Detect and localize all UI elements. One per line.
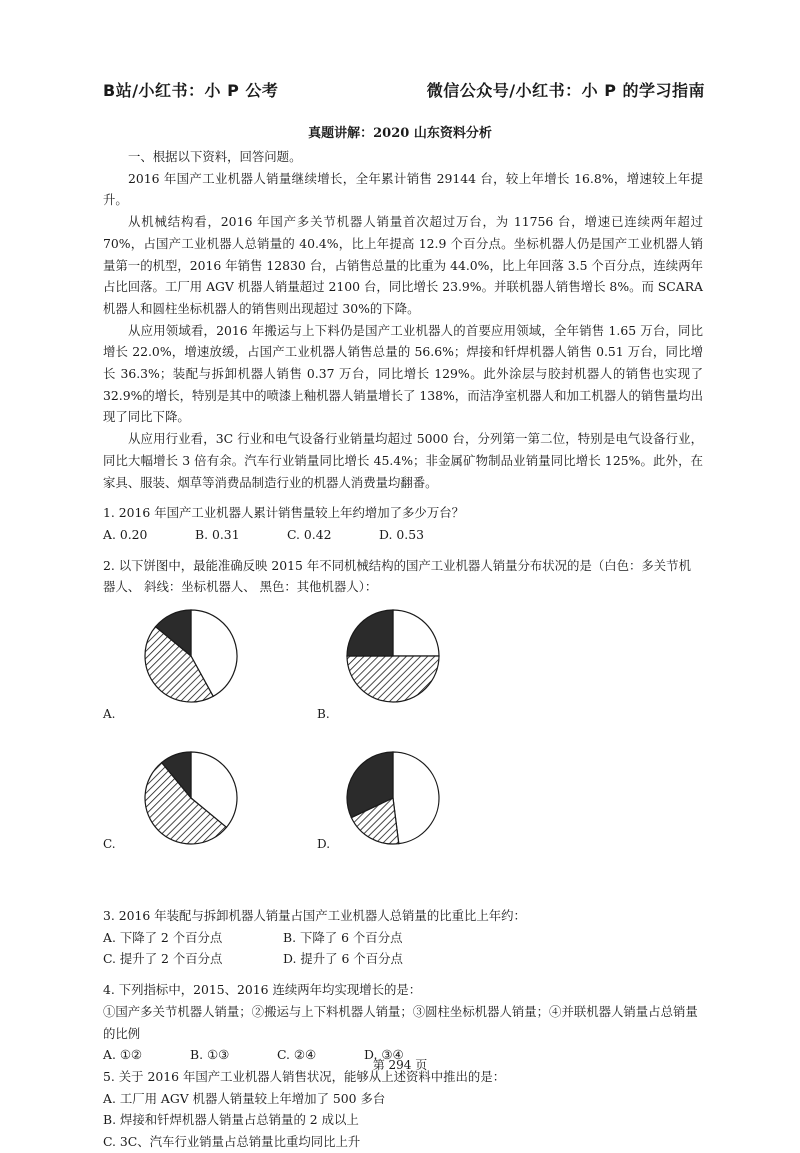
option-a[interactable]: A. 0.20	[103, 526, 148, 542]
paragraph-3: 从应用领域看，2016 年搬运与上下料仍是国产工业机器人的首要应用领域，全年销售 1.65 万台，同比增长 22.0%，增速放缓，占国产工业机器人销售总量的 56.6%；焊接和钎焊机器人销售 0.51 万台，同比增长 36.3%；装配与拆卸机器人销售 0.37 万台，同比增长 129%。此外涂层与胶封机器人的销售也实现了 32.9%的增长，特别是其中的喷漆上釉机器人销量增长了 138%，而洁净室机器人和加工机器人的销售量均出现了同比下降。	[103, 322, 703, 425]
pie-charts	[103, 606, 703, 896]
question-1-stem: 1. 2016 年国产工业机器人累计销售量较上年约增加了多少万台？	[103, 505, 464, 521]
question-3-options-row1	[103, 927, 703, 949]
header-left: B站/小红书：小 P 公考	[103, 81, 279, 100]
pie-slice-black	[347, 610, 393, 656]
content	[103, 146, 703, 1153]
option-c[interactable]: C. 3C、汽车行业销量占总销量比重均同比上升	[103, 1134, 361, 1150]
paragraph-2: 从机械结构看，2016 年国产多关节机器人销量首次超过万台，为 11756 台，增速已连续两年超过 70%，占国产工业机器人总销量的 40.4%，比上年提高 12.9 个百分点。坐标机器人仍是国产工业机器人销量第一的机型，2016 年销售 12830 台，占销售总量的比重为 44.0%，比上年回落 3.5 个百分点，连续两年占比回落。工厂用 AGV 机器人销量超过 2100 台，同比增长 23.9%。并联机器人销售增长 8%。而 SCARA 机器人和圆柱坐标机器人的销售则出现超过 30%的下降。	[103, 214, 704, 316]
page-title: 真题讲解：2020 山东资料分析	[308, 126, 492, 141]
pie-label-a: A.	[103, 707, 116, 722]
pie-chart-d[interactable]	[343, 748, 443, 848]
question-3-options-row2	[103, 948, 703, 970]
pie-chart-c[interactable]	[141, 748, 241, 848]
section-intro: 一、根据以下资料，回答问题。	[128, 149, 302, 164]
pie-label-c: C.	[103, 837, 116, 852]
option-b[interactable]: B. ①③	[190, 1047, 230, 1063]
option-c[interactable]: C. 提升了 2 个百分点	[103, 951, 223, 967]
option-b[interactable]: B. 0.31	[195, 526, 240, 542]
option-d[interactable]: D. 0.53	[379, 526, 424, 542]
pie-chart-b[interactable]	[343, 606, 443, 706]
pie-label-b: B.	[317, 707, 330, 722]
pie-slice-white	[393, 752, 439, 844]
question-1-options	[103, 524, 703, 546]
option-d[interactable]: D. 提升了 6 个百分点	[283, 951, 403, 967]
option-d[interactable]: D. ③④	[364, 1047, 404, 1063]
option-a[interactable]: A. 工厂用 AGV 机器人销量较上年增加了 500 多台	[103, 1090, 386, 1106]
pie-slice-white	[393, 610, 439, 656]
option-b[interactable]: B. 焊接和钎焊机器人销量占总销量的 2 成以上	[103, 1112, 359, 1128]
option-c[interactable]: C. ②④	[277, 1047, 317, 1063]
page-number: 第 294 页	[372, 1058, 428, 1072]
option-a[interactable]: A. 下降了 2 个百分点	[103, 929, 223, 945]
paragraph-4: 从应用行业看，3C 行业和电气设备行业销量均超过 5000 台，分列第一第二位，特别是电气设备行业，同比大幅增长 3 倍有余。汽车行业销量同比增长 45.4%；非金属矿物制品业销量同比增长 125%。此外，在家具、服装、烟草等消费品制造行业的机器人消费量均翻番。	[103, 431, 703, 490]
pie-label-d: D.	[317, 837, 331, 852]
pie-chart-a[interactable]	[141, 606, 241, 706]
paragraph-1: 2016 年国产工业机器人销量继续增长，全年累计销售 29144 台，较上年增长 16.8%，增速较上年提升。	[103, 170, 703, 208]
option-a[interactable]: A. ①②	[103, 1047, 143, 1063]
question-5-stem: 5. 关于 2016 年国产工业机器人销售状况，能够从上述资料中推出的是：	[103, 1068, 506, 1084]
option-c[interactable]: C. 0.42	[287, 526, 332, 542]
header-right: 微信公众号/小红书：小 P 的学习指南	[426, 81, 705, 100]
question-2-stem: 2. 以下饼图中，最能准确反映 2015 年不同机械结构的国产工业机器人销量分布状况的是（白色：多关节机器人、 斜线：坐标机器人、 黑色：其他机器人）：	[103, 557, 691, 595]
question-4-items: ①国产多关节机器人销量；②搬运与上下料机器人销量；③圆柱坐标机器人销量；④并联机器人销量占总销量的比例	[103, 1003, 698, 1041]
question-3-stem: 3. 2016 年装配与拆卸机器人销量占国产工业机器人总销量的比重比上年约：	[103, 908, 526, 924]
question-4-stem: 4. 下列指标中，2015、2016 连续两年均实现增长的是：	[103, 982, 422, 998]
pie-slice-hatched	[347, 656, 439, 702]
option-b[interactable]: B. 下降了 6 个百分点	[283, 929, 403, 945]
